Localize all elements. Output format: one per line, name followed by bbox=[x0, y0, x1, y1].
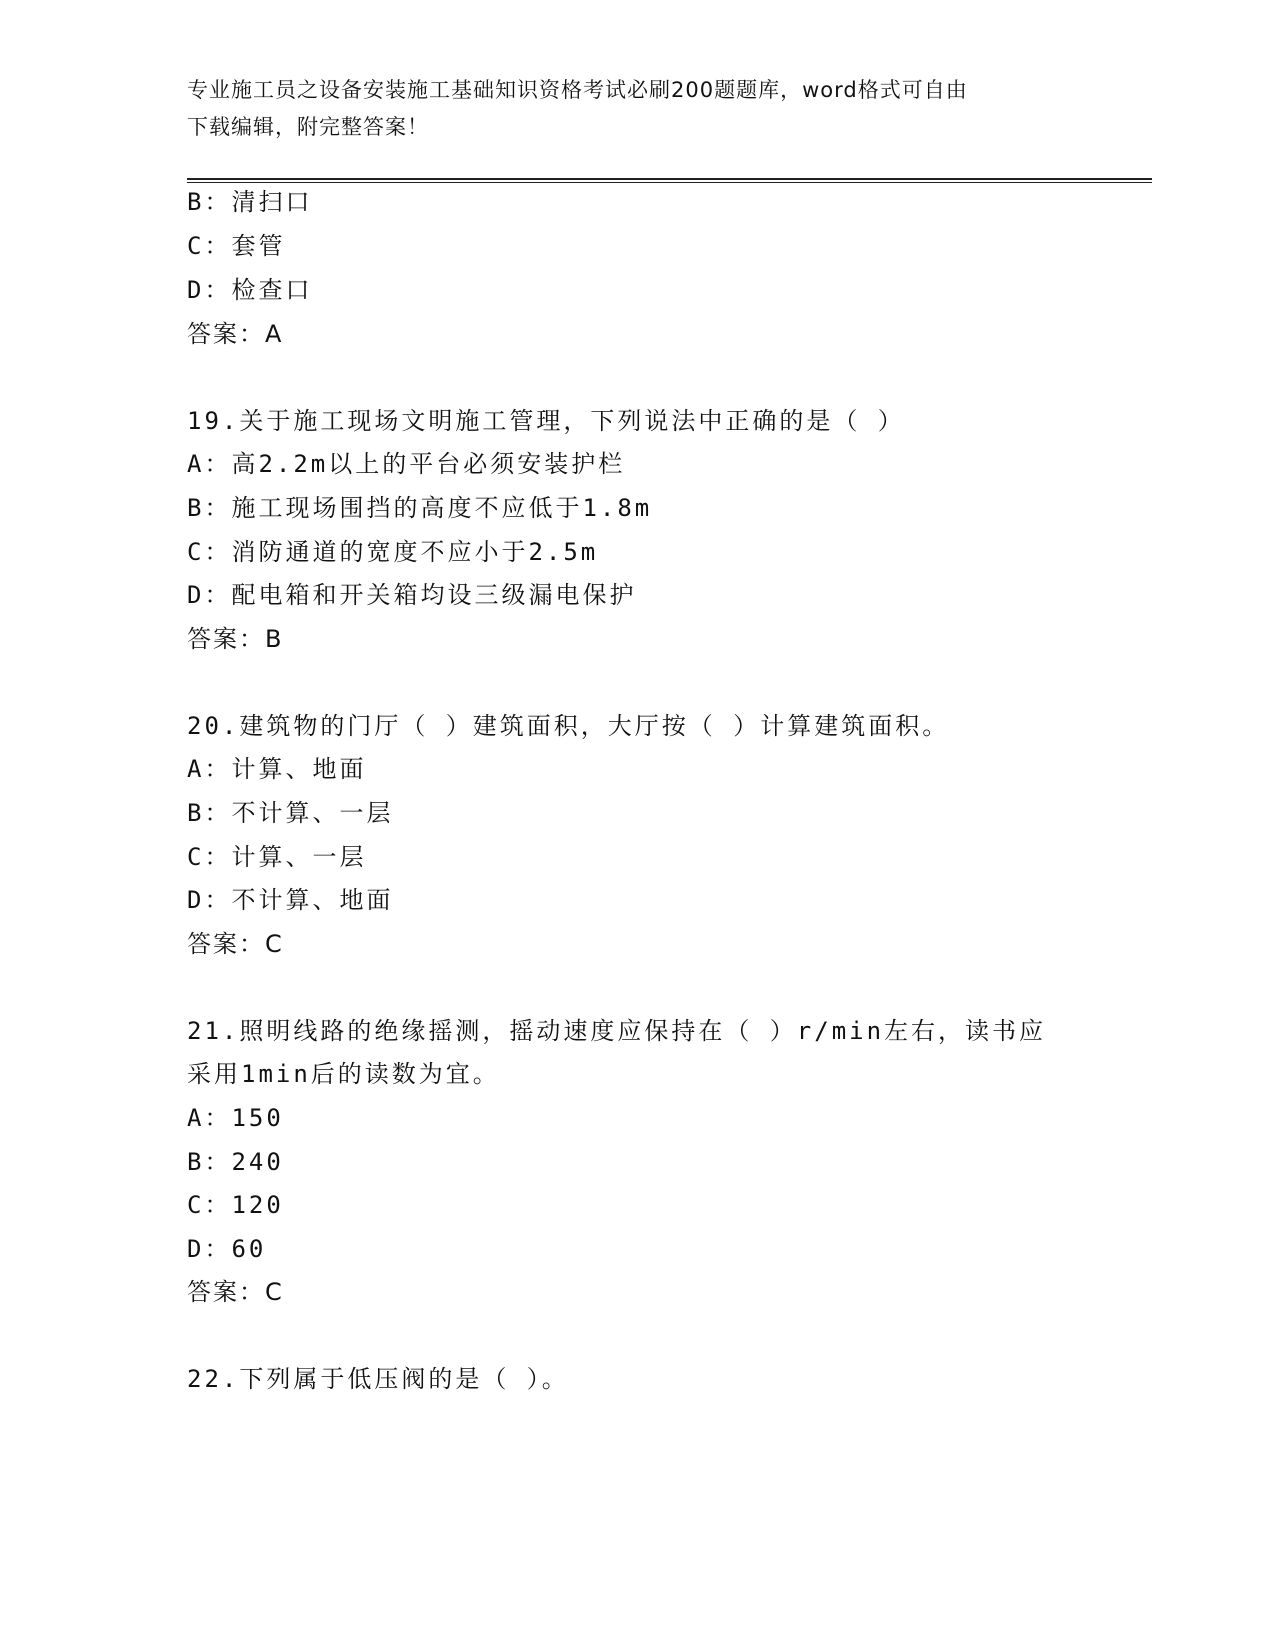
header-title-line-2: 下载编辑，附完整答案！ bbox=[187, 115, 429, 139]
q18-answer: 答案：A bbox=[187, 320, 284, 348]
q19-option-d: D：配电箱和开关箱均设三级漏电保护 bbox=[187, 581, 637, 609]
q21-answer: 答案：C bbox=[187, 1278, 284, 1306]
q20-option-a: A：计算、地面 bbox=[187, 755, 367, 783]
q18-option-d: D：检查口 bbox=[187, 276, 313, 304]
q21-question-line-2: 采用1min后的读数为宜。 bbox=[187, 1060, 500, 1088]
q19-option-c: C：消防通道的宽度不应小于2.5m bbox=[187, 538, 599, 566]
q21-option-c: C：120 bbox=[187, 1191, 284, 1219]
q20-option-b: B：不计算、一层 bbox=[187, 799, 394, 827]
q21-option-a: A：150 bbox=[187, 1104, 284, 1132]
document-header bbox=[187, 72, 1087, 146]
q22-question: 22.下列属于低压阀的是（ ）。 bbox=[187, 1365, 569, 1393]
q18-option-c: C：套管 bbox=[187, 232, 286, 260]
q18-option-b: B：清扫口 bbox=[187, 188, 313, 216]
q19-option-b: B：施工现场围挡的高度不应低于1.8m bbox=[187, 494, 653, 522]
q19-option-a: A：高2.2m以上的平台必须安装护栏 bbox=[187, 450, 626, 478]
q20-option-c: C：计算、一层 bbox=[187, 843, 367, 871]
header-divider-thick bbox=[187, 178, 1152, 180]
q21-option-b: B：240 bbox=[187, 1148, 284, 1176]
q20-question: 20.建筑物的门厅（ ）建筑面积，大厅按（ ）计算建筑面积。 bbox=[187, 712, 950, 740]
q21-question-line-1: 21.照明线路的绝缘摇测，摇动速度应保持在（ ）r/min左右，读书应 bbox=[187, 1017, 1047, 1045]
q19-answer: 答案：B bbox=[187, 625, 284, 653]
q19-question: 19.关于施工现场文明施工管理，下列说法中正确的是（ ） bbox=[187, 407, 905, 435]
header-divider-thin bbox=[187, 182, 1152, 183]
header-title-line-1: 专业施工员之设备安装施工基础知识资格考试必刷200题题库，word格式可自由 bbox=[187, 78, 968, 102]
q21-option-d: D：60 bbox=[187, 1235, 267, 1263]
q20-answer: 答案：C bbox=[187, 930, 284, 958]
q20-option-d: D：不计算、地面 bbox=[187, 886, 394, 914]
